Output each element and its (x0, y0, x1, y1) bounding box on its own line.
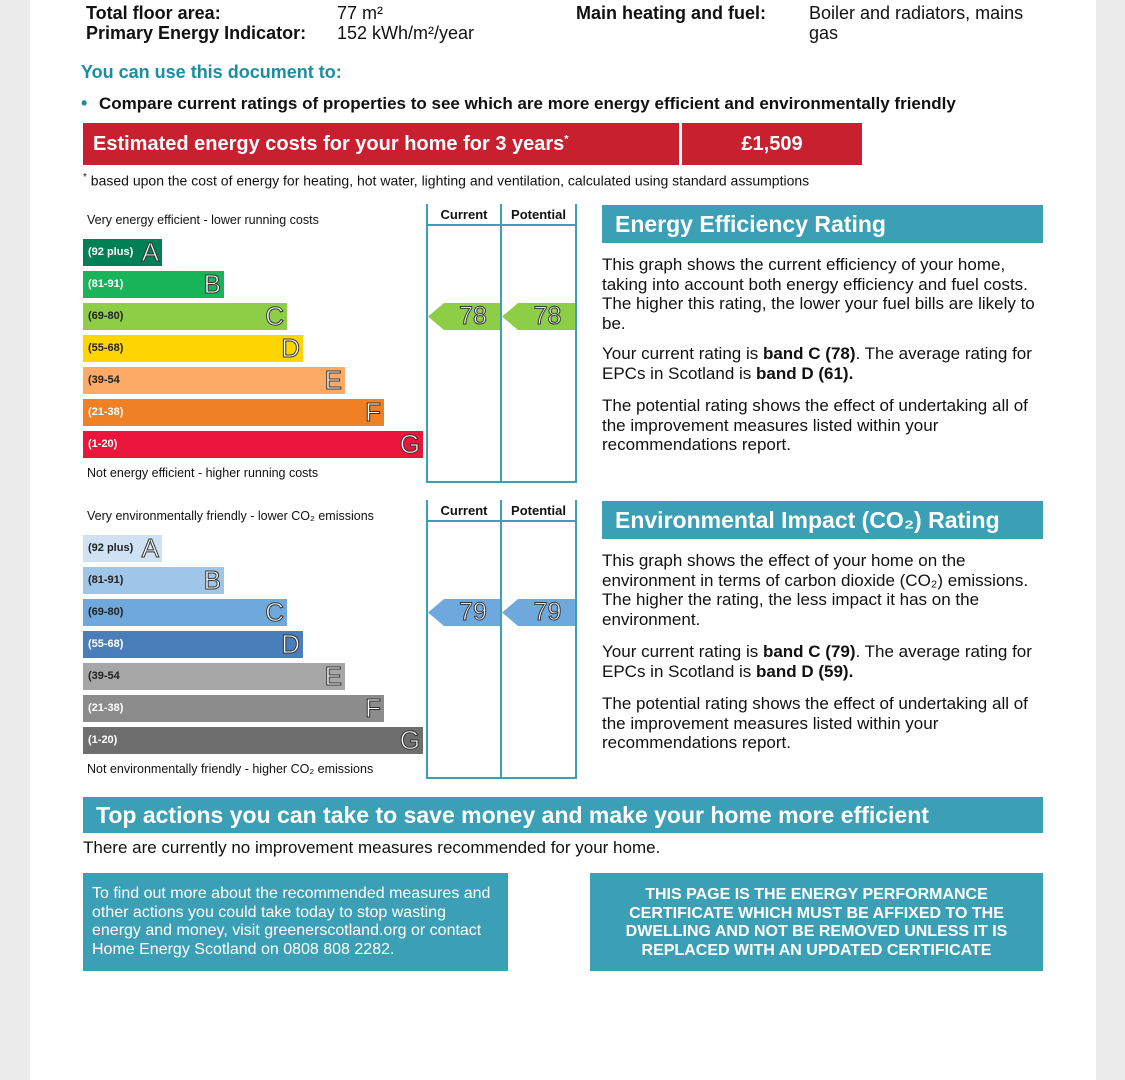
rating-band-b (83, 567, 224, 594)
band-range: (92 plus) (88, 246, 134, 258)
current-rating-arrow (428, 303, 500, 330)
actions-title: Top actions you can take to save money and make your home more efficient (83, 797, 1043, 833)
heating-label: Main heating and fuel: (576, 3, 767, 23)
current-band: band C (78) (762, 344, 856, 363)
band-range: (21-38) (88, 702, 124, 714)
rating-band-e (83, 367, 345, 394)
band-letter: D (281, 629, 300, 659)
band-letter: G (399, 429, 420, 459)
bottom-caption: Not energy efficient - higher running costs (87, 466, 319, 480)
eer-paragraph-2 (602, 344, 1042, 383)
band-letter: B (203, 565, 221, 595)
band-letter: G (399, 725, 420, 755)
chart-divider (500, 204, 502, 483)
chart-divider (500, 500, 502, 779)
rating-band-c (83, 303, 287, 330)
pei-value: 152 kWh/m²/year (337, 23, 475, 43)
text: . The average rating for EPCs in Scotland is (602, 344, 1032, 383)
band-range: (39-54 (88, 374, 120, 386)
chart-divider (426, 520, 577, 522)
eir-paragraph-1: This graph shows the effect of your home on the environment in terms of carbon dioxide (CO₂) emissions. The higher the rating, the less impact it has on the environment. (602, 551, 1029, 629)
pei-label: Primary Energy Indicator: (86, 23, 307, 43)
asterisk: * (564, 133, 569, 146)
eer-title: Energy Efficiency Rating (602, 205, 1043, 243)
current-rating-arrow (428, 599, 500, 626)
rating-band-b (83, 271, 224, 298)
eir-title: Environmental Impact (CO₂) Rating (602, 501, 1043, 539)
band-range: (81-91) (88, 278, 124, 290)
chart-divider (575, 204, 577, 483)
current-rating-value: 78 (459, 302, 487, 330)
energy-cost-label-bar (83, 123, 679, 165)
chart-divider (426, 204, 428, 483)
band-range: (21-38) (88, 406, 124, 418)
text: . The average rating for EPCs in Scotland is (602, 642, 1032, 681)
bottom-caption: Not environmentally friendly - higher CO₂ emissions (87, 762, 374, 776)
chart-divider (426, 777, 577, 779)
current-column-header: Current (440, 503, 488, 518)
band-letter: C (265, 301, 284, 331)
band-letter: E (324, 661, 342, 691)
rating-band-a (83, 535, 162, 562)
rating-band-e (83, 663, 345, 690)
current-column-header: Current (440, 207, 488, 222)
rating-band-a (83, 239, 162, 266)
floor-area-value: 77 m² (337, 3, 384, 23)
average-band: band D (61). (756, 363, 854, 383)
bullet-icon: • (81, 93, 88, 113)
eer-paragraph-1: This graph shows the current efficiency of your home, taking into account both energy efficiency and fuel costs. The higher this rating, the lower your fuel bills are likely to be. (602, 255, 1035, 333)
notice-box: THIS PAGE IS THE ENERGY PERFORMANCE CERTIFICATE WHICH MUST BE AFFIXED TO THE DWELLING AND NOT BE REMOVED UNLESS IT IS REPLACED WITH AN UPDATED CERTIFICATE (590, 873, 1043, 971)
cost-footnote (83, 172, 809, 189)
band-letter: A (141, 533, 159, 563)
band-range: (1-20) (88, 734, 118, 746)
band-letter: C (265, 597, 284, 627)
band-letter: F (365, 693, 381, 723)
energy-cost-label: Estimated energy costs for your home for 3 years (93, 133, 565, 155)
rating-band-c (83, 599, 287, 626)
usage-item: Compare current ratings of properties to see which are more energy efficient and environmentally friendly (99, 94, 956, 113)
text: Your current rating is (602, 642, 763, 661)
rating-band-f (83, 399, 384, 426)
potential-column-header: Potential (511, 207, 566, 222)
band-range: (69-80) (88, 606, 124, 618)
footnote-mark: * (83, 172, 87, 183)
text: Your current rating is (602, 344, 763, 363)
band-letter: A (141, 237, 159, 267)
rating-band-g (83, 727, 423, 754)
energy-cost-value: £1,509 (682, 123, 862, 165)
floor-area-label: Total floor area: (86, 3, 221, 23)
rating-band-f (83, 695, 384, 722)
band-letter: D (281, 333, 300, 363)
band-letter: F (365, 397, 381, 427)
current-band: band C (79) (762, 642, 856, 661)
band-range: (1-20) (88, 438, 118, 450)
actions-text: There are currently no improvement measures recommended for your home. (83, 838, 661, 857)
current-rating-value: 79 (459, 598, 487, 626)
rating-band-g (83, 431, 423, 458)
band-range: (55-68) (88, 638, 124, 650)
eir-paragraph-2 (602, 642, 1042, 681)
band-letter: B (203, 269, 221, 299)
band-range: (39-54 (88, 670, 120, 682)
band-range: (69-80) (88, 310, 124, 322)
band-range: (55-68) (88, 342, 124, 354)
rating-band-d (83, 335, 303, 362)
potential-rating-value: 79 (533, 598, 562, 626)
chart-divider (426, 500, 428, 779)
rating-band-d (83, 631, 303, 658)
eer-paragraph-3: The potential rating shows the effect of undertaking all of the improvement measures listed within your recommendations report. (602, 396, 1028, 454)
chart-divider (575, 500, 577, 779)
band-range: (92 plus) (88, 542, 134, 554)
top-caption: Very environmentally friendly - lower CO₂ emissions (87, 509, 374, 523)
average-band: band D (59). (756, 661, 854, 681)
potential-rating-value: 78 (533, 302, 562, 330)
heating-value: Boiler and radiators, mains gas (809, 3, 1024, 43)
cost-footnote-text: based upon the cost of energy for heating, hot water, lighting and ventilation, calculated using standard assumptions (90, 172, 810, 189)
potential-rating-arrow (502, 303, 575, 330)
band-letter: E (324, 365, 342, 395)
eir-paragraph-3: The potential rating shows the effect of undertaking all of the improvement measures listed within your recommendations report. (602, 694, 1028, 752)
band-range: (81-91) (88, 574, 124, 586)
info-box: To find out more about the recommended measures and other actions you could take today to stop wasting energy and money, visit greenerscotland.org or contact Home Energy Scotland on 0808 808 2282. (83, 873, 508, 971)
chart-divider (426, 224, 577, 226)
potential-column-header: Potential (511, 503, 566, 518)
potential-rating-arrow (502, 599, 575, 626)
usage-heading: You can use this document to: (81, 62, 342, 82)
chart-divider (426, 481, 577, 483)
epc-page (30, 0, 1096, 1080)
top-caption: Very energy efficient - lower running costs (87, 213, 319, 227)
